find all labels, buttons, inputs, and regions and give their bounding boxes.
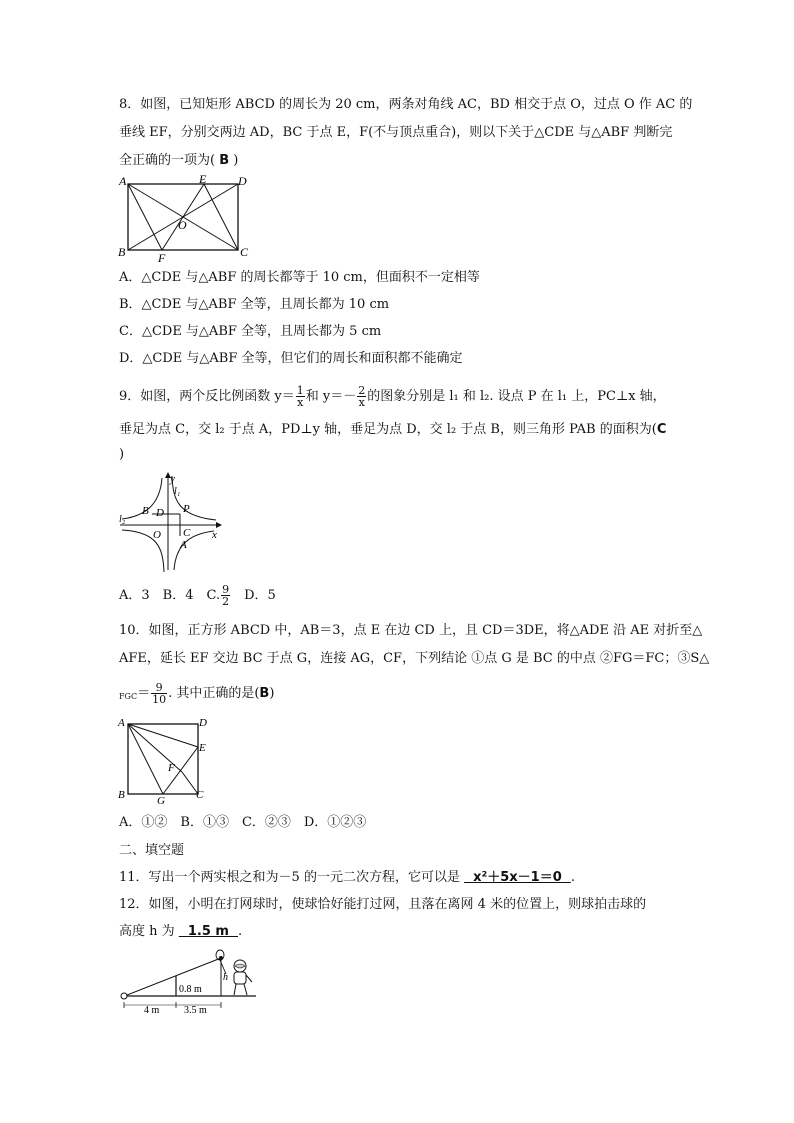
q12-label-h: h (223, 972, 228, 983)
q9-line-3: ) (119, 447, 125, 462)
q10-line-2: AFE，延长 EF 交边 BC 于点 G，连接 AG，CF，下列结论 ①点 G 是 BC 的中点 ②FG＝FC；③S△ (119, 651, 710, 666)
q9-label-y: y (170, 473, 175, 485)
q10-label-c: C (196, 789, 204, 801)
q10-label-f: F (168, 762, 175, 774)
q10-line-3-sub: FGC (119, 692, 138, 701)
q9-line-1-c: 的图象分别是 l₁ 和 l₂. 设点 P 在 l₁ 上，PC⊥x 轴， (367, 389, 666, 404)
q10-answer: B (259, 686, 270, 701)
q8-line-1: 8．如图，已知矩形 ABCD 的周长为 20 cm，两条对角线 AC，BD 相交于点 O，过点 O 作 AC 的 (119, 97, 693, 112)
q9-label-x: x (212, 529, 217, 541)
q12-answer (179, 924, 238, 939)
q8-line-3-close: ) (233, 153, 239, 168)
q8-line-2: 垂线 EF，分别交两边 AD，BC 于点 E，F(不与顶点重合)，则以下关于△CDE 与△ABF 判断完 (119, 125, 673, 140)
q9-frac2-den: x (358, 396, 365, 409)
q12-tennis-figure (116, 944, 266, 1014)
q9-label-o: O (153, 529, 161, 541)
q8-option-c: C．△CDE 与△ABF 全等，且周长都为 5 cm (119, 324, 382, 339)
q12-net-label: 0.8 m (179, 984, 202, 995)
q10-label-a: A (118, 717, 125, 729)
q8-label-b: B (118, 245, 126, 259)
section-fill-in-heading: 二、填空题 (119, 843, 185, 858)
q9-label-b: B (142, 505, 149, 517)
q8-line-3 (119, 152, 238, 170)
q11-line (119, 869, 575, 887)
q12-distance-1: 4 m (144, 1005, 160, 1014)
q11-period: . (570, 870, 575, 885)
q10-line-3-end: ) (269, 686, 275, 701)
q9-label-a: A (180, 539, 187, 551)
q9-line-1-a: 9．如图，两个反比例函数 y＝ (119, 389, 295, 404)
q8-label-o: O (178, 218, 187, 232)
q9-options-b: D．5 (231, 588, 276, 603)
q10-square-figure (116, 714, 216, 806)
q9-fraction-1 (296, 385, 305, 408)
q12-line-2 (119, 923, 242, 941)
q10-fraction (151, 682, 167, 705)
q8-option-a: A．△CDE 与△ABF 的周长都等于 10 cm，但面积不一定相等 (119, 270, 480, 285)
q12-distance-2: 3.5 m (184, 1005, 207, 1014)
q10-label-b: B (118, 789, 125, 801)
q11-answer-text: x²＋5x－1＝0 (473, 870, 562, 885)
q9-label-c: C (183, 527, 191, 539)
q10-frac-den: 10 (152, 693, 167, 706)
q9-frac1-num: 1 (296, 384, 304, 397)
q10-line-3-post: . 其中正确的是( (168, 686, 260, 701)
q9-line-2-text: 垂足为点 C，交 l₂ 于点 A，PD⊥y 轴，垂足为点 D，交 l₂ 于点 B，则三角形 PAB 的面积为( (119, 422, 657, 437)
q9-label-p: P (183, 503, 190, 515)
q9-options-a: A．3 B．4 C. (119, 588, 221, 603)
q12-period: . (238, 924, 243, 939)
q9-opt-frac-den: 2 (222, 595, 230, 608)
q10-line-3-eq: ＝ (137, 686, 151, 701)
q8-rectangle-figure (116, 174, 256, 264)
q12-line-1: 12．如图，小明在打网球时，使球恰好能打过网，且落在离网 4 米的位置上，则球拍击球的 (119, 897, 647, 912)
q8-label-d: D (238, 174, 247, 188)
q8-label-c: C (240, 245, 249, 259)
q8-option-b: B．△CDE 与△ABF 全等，且周长都为 10 cm (119, 297, 390, 312)
q11-text: 11．写出一个两实根之和为－5 的一元二次方程，它可以是 (119, 870, 460, 885)
q12-text: 高度 h 为 (119, 924, 175, 939)
q10-options: A．①② B．①③ C．②③ D．①②③ (119, 815, 367, 830)
q10-line-1: 10．如图，正方形 ABCD 中，AB＝3，点 E 在边 CD 上，且 CD＝3DE，将△ADE 沿 AE 对折至△ (119, 623, 703, 638)
q10-line-3 (119, 682, 274, 706)
q9-options (119, 584, 276, 607)
q10-label-e: E (199, 742, 206, 754)
q8-answer: B (219, 153, 230, 168)
q10-label-g: G (157, 795, 165, 806)
q9-line-1 (119, 385, 666, 408)
q9-label-d: D (156, 507, 164, 519)
q10-label-d: D (199, 717, 207, 729)
q9-fraction-2 (357, 385, 366, 408)
q12-answer-text: 1.5 m (187, 924, 229, 939)
q9-label-l1: l₁ (174, 486, 181, 497)
q9-line-1-b: 和 y＝－ (305, 389, 357, 404)
q8-label-a: A (119, 174, 127, 188)
q9-opt-frac-num: 9 (222, 583, 230, 596)
q9-line-2 (119, 421, 666, 439)
q8-line-3-text: 全正确的一项为( (119, 153, 216, 168)
q8-label-e: E (199, 174, 207, 186)
q8-option-d: D．△CDE 与△ABF 全等，但它们的周长和面积都不能确定 (119, 351, 463, 366)
q9-option-c-fraction (221, 584, 230, 607)
q10-frac-num: 9 (151, 682, 167, 694)
q9-answer: C (656, 422, 667, 437)
q9-label-l2: l₂ (119, 514, 126, 525)
q9-hyperbola-figure (116, 470, 226, 574)
q11-answer (464, 870, 571, 885)
q8-label-f: F (158, 251, 166, 264)
q9-frac2-num: 2 (358, 384, 366, 397)
q9-frac1-den: x (297, 396, 304, 409)
